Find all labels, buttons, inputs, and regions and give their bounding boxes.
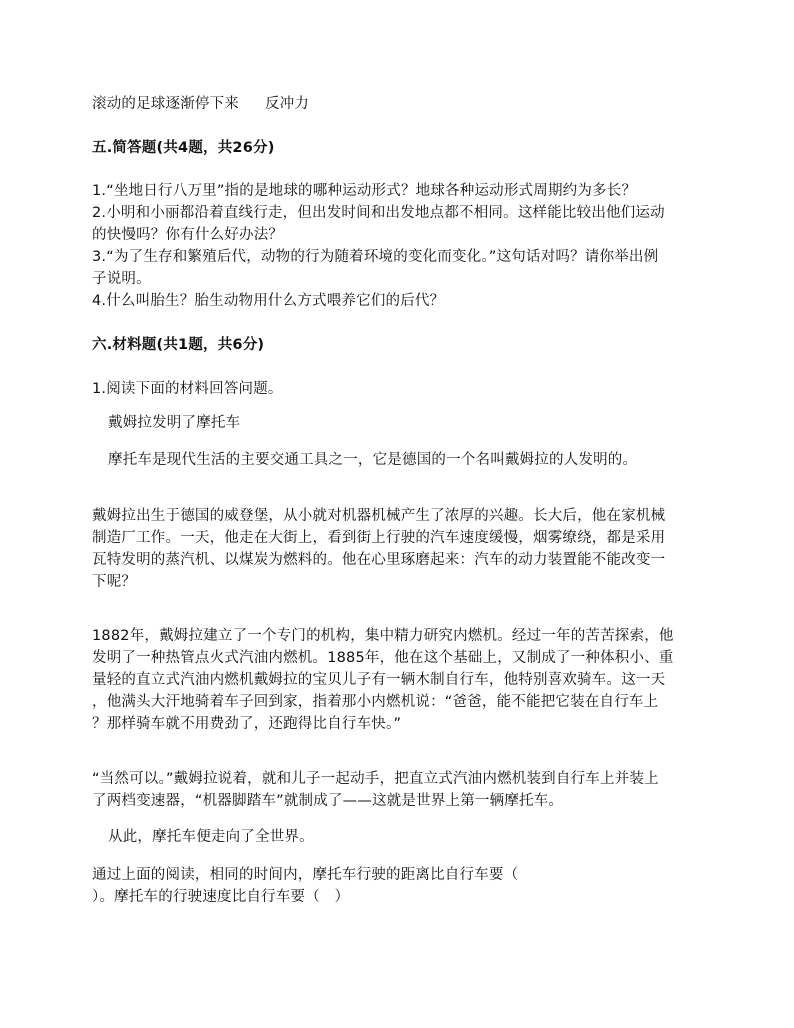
material-question: 1.阅读下面的材料回答问题。 [92,381,283,397]
section-5-line-2: 2.小明和小丽都沿着直线行走，但出发时间和出发地点都不相同。这样能比较出他们运动 [92,205,665,221]
section-5-line-3: 的快慢吗？你有什么好办法？ [92,227,284,243]
paragraph-2-line-1: 1882年，戴姆拉建立了一个专门的机构，集中精力研究内燃机。经过一年的苦苦探索，他 [92,628,674,644]
answer-left: 滚动的足球逐渐停下来 [92,96,239,112]
article-title: 戴姆拉发明了摩托车 [108,415,241,431]
answer-line [92,93,309,115]
paragraph-1-line-1: 戴姆拉出生于德国的威登堡，从小就对机器机械产生了浓厚的兴趣。长大后，他在家机械 [92,508,666,524]
answer-right: 反冲力 [265,96,310,112]
paragraph-2-line-2: 发明了一种热管点火式汽油内燃机。1885年，他在这个基础上，又制成了一种体积小、重 [92,650,674,666]
section-6-heading: 六.材料题(共1题，共6分) [92,337,265,353]
paragraph-1-line-3: 瓦特发明的蒸汽机、以煤炭为燃料的。他在心里琢磨起来：汽车的动力装置能不能改变一 [92,552,666,568]
paragraph-3-line-1: “当然可以。”戴姆拉说着，就和儿子一起动手，把直立式汽油内燃机装到自行车上并装上 [92,771,659,787]
section-5-heading: 五.简答题(共4题，共26分) [92,140,275,156]
closing-line: 从此，摩托车便走向了全世界。 [108,829,314,845]
paragraph-2-line-3: 量轻的直立式汽油内燃机戴姆拉的宝贝儿子有一辆木制自行车，他特别喜欢骑车。这一天 [92,672,666,688]
task-line-2: ）。摩托车的行驶速度比自行车要（ ） [92,889,350,905]
article-intro: 摩托车是现代生活的主要交通工具之一，它是德国的一个名叫戴姆拉的人发明的。 [108,452,638,468]
paragraph-1-line-4: 下呢？ [92,574,137,590]
paragraph-3-line-2: 了两档变速器，“机器脚踏车”就制成了——这就是世界上第一辆摩托车。 [92,793,564,809]
paragraph-2-line-4: ，他满头大汗地骑着车子回到家，指着那小内燃机说：“爸爸，能不能把它装在自行车上 [92,694,659,710]
task-line-1: 通过上面的阅读，相同的时间内，摩托车行驶的距离比自行车要（ [92,867,519,883]
paragraph-2-line-5: ？那样骑车就不用费劲了，还跑得比自行车快。” [92,716,402,732]
paragraph-1-line-2: 制造厂工作。一天，他走在大街上，看到街上行驶的汽车速度缓慢，烟雾缭绕，都是采用 [92,530,666,546]
section-5-line-5: 子说明。 [92,271,151,287]
section-5-line-4: 3.“为了生存和繁殖后代，动物的行为随着环境的变化而变化。”这句话对吗？请你举出例 [92,249,659,265]
section-5-line-6: 4.什么叫胎生？胎生动物用什么方式喂养它们的后代？ [92,293,445,309]
section-5-line-1: 1.“坐地日行八万里”指的是地球的哪种运动形式？地球各种运动形式周期约为多长？ [92,183,637,199]
